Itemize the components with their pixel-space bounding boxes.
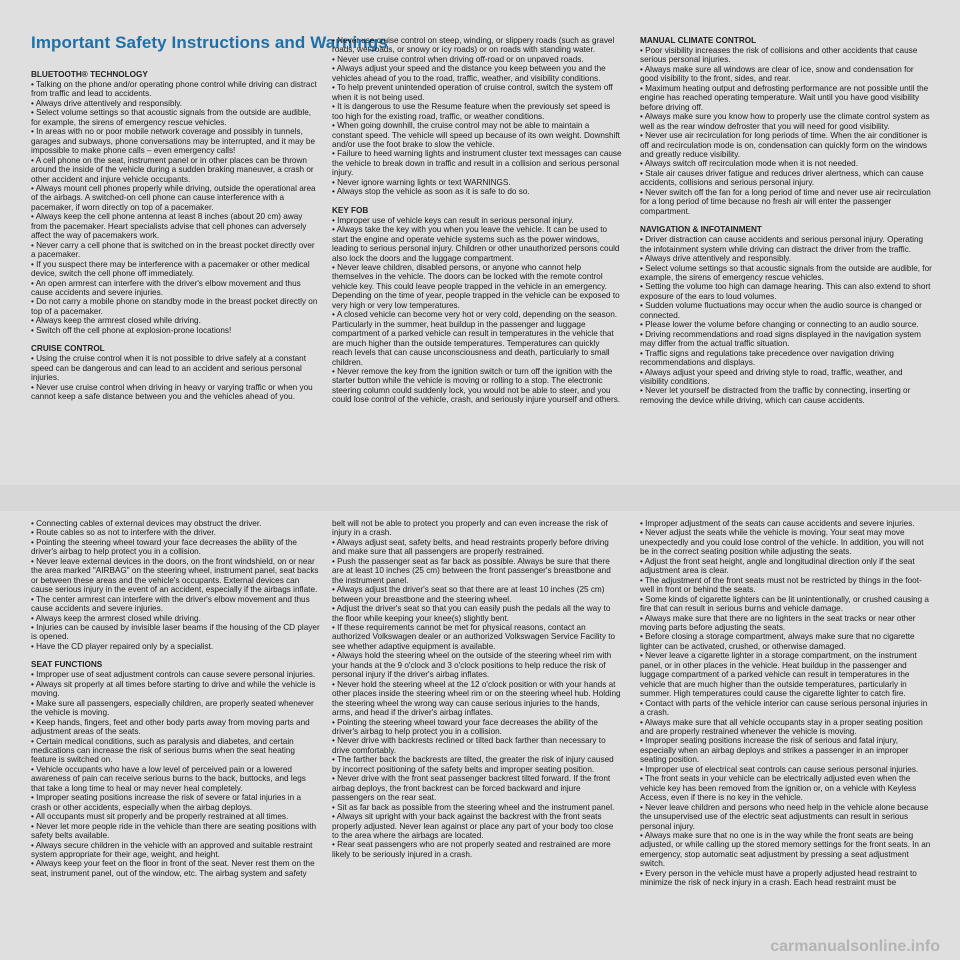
list-item: • Never carry a cell phone that is switched on in the breast pocket directly over a pacemaker. <box>31 240 315 260</box>
list-item: • Always make sure that there are no lighters in the seat tracks or near other moving parts before adjusting the seats. <box>640 613 916 632</box>
list-item: • Setting the volume too high can damage hearing. This can also extend to short exposure of the ears to loud volumes. <box>640 282 931 301</box>
list-item: • Some kinds of cigarette lighters can be lit unintentionally, or crushed causing a fire that can result in serious burns and vehicle damage. <box>640 594 929 614</box>
list-item: • Never let yourself be distracted from the traffic by connecting, inserting or removing the device while driving, which can cause accidents. <box>640 386 911 405</box>
list-item: • Driving recommendations and road signs displayed in the navigation system may differ from the actual traffic situation. <box>640 329 921 349</box>
list-item: • Sudden volume fluctuations may occur when the audio source is changed or connected. <box>640 301 922 320</box>
list-item: • Always drive attentively and responsibly. <box>640 254 792 264</box>
list-item: • The front seats in your vehicle can be electrically adjusted even when the vehicle key has been removed from the ignition or, on a vehicle with Keyless Access, even if there is no key in the vehicle. <box>640 774 917 803</box>
list-item: • Connecting cables of external devices may obstruct the driver. <box>31 519 262 528</box>
list-item: • Vehicle occupants who have a low level of perceived pain or a lowered awareness of pain can receive serious burns to the back, buttocks, and legs that take a long time to heal or may never heal completely. <box>31 764 306 793</box>
list-item: • The center armrest can interfere with the driver's elbow movement and thus cause accidents and severe injuries. <box>31 594 310 614</box>
list-item: • Never adjust the seats while the vehicle is moving. Your seat may move unexpectedly and you could lose control of the vehicle. In addition, you will not be in the correct seating position while adjusting the seats. <box>640 528 924 557</box>
list-item: belt will not be able to protect you properly and can even increase the risk of injury in a crash. <box>332 519 608 538</box>
list-item: • Always mount cell phones properly while driving, outside the operational area of the airbags. A switched-on cell phone can cause interference with a pacemaker, if worn directly on top of a pacemaker. <box>31 183 316 212</box>
list-item: • Never leave children and persons who need help in the vehicle alone because the unsupervised use of the electric seat adjustments can result in serious personal injury. <box>640 802 929 831</box>
list-item: • Improper use of vehicle keys can result in serious personal injury. <box>332 215 574 225</box>
column-3 <box>640 0 932 960</box>
top-section-col3 <box>640 36 932 405</box>
list-item: • Traffic signs and regulations take precedence over navigation driving recommendations and displays. <box>640 348 894 368</box>
list-item: • Always keep the armrest closed while driving. <box>31 316 201 326</box>
list-item: • Always take the key with you when you leave the vehicle. It can be used to start the engine and operate vehicle systems such as the power windows, leading to serious personal injury. Children or other unauthorized persons could also lock the doors and the luggage compartment. <box>332 225 620 263</box>
list-item: • Always keep the cell phone antenna at least 8 inches (about 20 cm) away from the pacemaker. Heart specialists advise that cell phones can adversely affect the way of pacemakers work. <box>31 212 307 241</box>
list-item: • Always hold the steering wheel on the outside of the steering wheel rim with your hands at the 9 o'clock and 3 o'clock positions to help reduce the risk of personal injury if the driver's airbag inflates. <box>332 651 612 680</box>
list-item: • Improper seating positions increase the risk of severe or fatal injuries in a crash or other accidents, especially when the airbag deploys. <box>31 793 301 812</box>
list-item: • Never hold the steering wheel at the 12 o'clock position or with your hands at other places inside the steering wheel rim or on the steering wheel hub. Holding the steering wheel the wrong way can cause serious injuries to the hands, arms, and head if the driver's airbag inflates. <box>332 679 621 718</box>
list-item: • Improper use of seat adjustment controls can cause severe personal injuries. <box>31 670 316 680</box>
list-item: • Never leave children, disabled persons, or anyone who cannot help themselves in the vehicle. The doors can be locked with the remote control vehicle key. This could leave people trapped in the vehicle in an emergency. Depending on the time of year, people trapped in the vehicle can be exposed to very high or very low temperatures. <box>332 262 620 310</box>
list-item: • Select volume settings so that acoustic signals from the outside are audible, for example, the sirens of emergency rescue vehicles. <box>31 108 312 127</box>
list-item: • Always secure children in the vehicle with an approved and suitable restraint system appropriate for their age, weight, and height. <box>31 840 313 859</box>
list-item: • Always switch off recirculation mode when it is not needed. <box>640 159 858 169</box>
list-item: • Certain medical conditions, such as paralysis and diabetes, and certain medications can increase the risk of serious burns when the seat heating feature is switched on. <box>31 736 295 765</box>
list-item: • Always drive attentively and responsibly. <box>31 98 183 108</box>
list-item: • Have the CD player repaired only by a specialist. <box>31 641 214 651</box>
list-item: • Never ignore warning lights or text WARNINGS. <box>332 177 511 187</box>
list-item: • Never let more people ride in the vehicle than there are seating positions with safety belts available. <box>31 821 317 841</box>
list-item: • Improper adjustment of the seats can cause accidents and severe injuries. <box>640 519 915 528</box>
list-item: • Always sit properly at all times before starting to drive and while the vehicle is moving. <box>31 679 316 699</box>
list-item: • Always adjust the driver's seat so that there are at least 10 inches (25 cm) between your breastbone and the steering wheel. <box>332 585 605 604</box>
list-item: • Every person in the vehicle must have a properly adjusted head restraint to minimize the risk of neck injury in a crash. Each head restraint must be <box>640 868 917 888</box>
list-item: • Maximum heating output and defrosting performance are not possible until the engine has reached operating temperature. Wait until you have good visibility before driving off. <box>640 83 929 112</box>
list-item: • Never drive with the front seat passenger backrest tilted forward. If the front airbag deploys, the front backrest can be forced backward and injure passengers on the rear seat. <box>332 774 611 803</box>
list-item: • Talking on the phone and/or operating phone control while driving can distract from traffic and lead to accidents. <box>31 80 317 99</box>
list-item: • Before closing a storage compartment, always make sure that no cigarette lighter can be activated, crushed, or otherwise damaged. <box>640 632 915 651</box>
list-item: • Injuries can be caused by invisible laser beams if the housing of the CD player is opened. <box>31 622 320 642</box>
section-heading: CRUISE CONTROL <box>31 344 105 354</box>
column-2 <box>332 0 622 960</box>
list-item: • A cell phone on the seat, instrument panel or in other places can be thrown around the inside of the vehicle during a sudden braking maneuver, a crash or other accident and injure vehicle occupants. <box>31 155 314 184</box>
list-item: • Improper seating positions increase the risk of serious and fatal injury, especially when an airbag deploys and strikes a passenger in an improper seating position. <box>640 736 909 765</box>
list-item: • To help prevent unintended operation of cruise control, switch the system off when it is not being used. <box>332 83 613 102</box>
list-item: • Push the passenger seat as far back as possible. Always be sure that there are at least 10 inches (25 cm) between the front passenger's breastbone and the instrument panel. <box>332 556 611 585</box>
list-item: • Always keep your feet on the floor in front of the seat. Never rest them on the seat, instrument panel, out of the window, etc. The airbag system and safety <box>31 859 315 878</box>
list-item: • Route cables so as not to interfere with the driver. <box>31 528 216 538</box>
list-item: • It is dangerous to use the Resume feature when the previously set speed is too high for the existing road, traffic, or weather conditions. <box>332 102 611 121</box>
top-section-col2 <box>332 36 622 405</box>
list-item: • Never drive with backrests reclined or tilted back farther than necessary to drive comfortably. <box>332 736 606 755</box>
list-item: • Failure to heed warning lights and instrument cluster text messages can cause the vehicle to break down in traffic and result in a collision and serious personal injury. <box>332 149 622 178</box>
section-heading: MANUAL CLIMATE CONTROL <box>640 36 757 45</box>
list-item: • Always make sure that no one is in the way while the front seats are being adjusted, or while calling up the stored memory settings for the front seats. In an emergency, stop automatic seat adjustment by pressing a seat adjustment switch. <box>640 830 931 869</box>
list-item: • Never leave a cigarette lighter in a storage compartment, on the instrument panel, or in other places in the vehicle. Heat buildup in the passenger and luggage compartment of a parked vehicle can result in temperatures in the vehicle that are much higher than the outside temperatures, particularly in summer. High temperatures could cause the cigarette lighter to catch fire. <box>640 651 917 699</box>
list-item: • Improper use of electrical seat controls can cause serious personal injuries. <box>640 764 919 774</box>
list-item: • Never use cruise control when driving in heavy or varying traffic or when you cannot keep a safe distance between you and the vehicles ahead of you. <box>31 382 313 402</box>
list-item: • Never use air recirculation for long periods of time. When the air conditioner is off and recirculation mode is on, condensation can quickly form on the windows and greatly reduce visibility. <box>640 131 928 159</box>
list-item: • A closed vehicle can become very hot or very cold, depending on the season. Particularly in the summer, heat buildup in the passenger and luggage compartment of a parked vehicle can result in temperatures in the vehicle that are much higher than the outside temperatures. Temperatures can quickly reach levels that can cause unconsciousness and death, particularly to small children. <box>332 310 618 367</box>
list-item: • Contact with parts of the vehicle interior can cause serious personal injuries in a crash. <box>640 698 928 718</box>
list-item: • Never leave external devices in the doors, on the front windshield, on or near the area marked "AIRBAG" on the steering wheel, instrument panel, seat backs or between these areas and the vehicle's occupants. External devices can cause serious injury in the event of an accident, especially if the airbags inflate. <box>31 556 319 595</box>
section-heading: NAVIGATION & INFOTAINMENT <box>640 225 762 235</box>
list-item: • Always make sure that all vehicle occupants stay in a proper seating position and are properly restrained whenever the vehicle is moving. <box>640 717 923 736</box>
list-item: • Stale air causes driver fatigue and reduces driver alertness, which can cause accidents, collisions and serious personal injury. <box>640 168 924 188</box>
list-item: • Always keep the armrest closed while driving. <box>31 613 201 623</box>
list-item: • Poor visibility increases the risk of collisions and other accidents that cause serious personal injuries. <box>640 46 918 65</box>
list-item: • Always sit upright with your back against the backrest with the front seats properly adjusted. Never lean against or place any part of your body too close to the area where the airbags are located. <box>332 812 614 840</box>
column-1 <box>31 0 321 960</box>
list-item: • Pointing the steering wheel toward your face decreases the ability of the driver's airbag to help protect you in a collision. <box>31 537 297 557</box>
top-section-col1 <box>31 70 321 402</box>
list-item: • Always stop the vehicle as soon as it is safe to do so. <box>332 187 530 197</box>
list-item: • Make sure all passengers, especially children, are properly seated whenever the vehicle is moving. <box>31 698 314 718</box>
list-item: • All occupants must sit properly and be properly restrained at all times. <box>31 812 289 822</box>
list-item: • Rear seat passengers who are not properly seated and restrained are more likely to be seriously injured in a crash. <box>332 840 611 859</box>
list-item: • Driver distraction can cause accidents and serious personal injury. Operating the infotainment system while driving can distract the driver from the traffic. <box>640 235 924 254</box>
list-item: • Switch off the cell phone at explosion-prone locations! <box>31 325 232 335</box>
list-item: • Never remove the key from the ignition switch or turn off the ignition with the starter button while the vehicle is moving or rolling to a stop. The electronic steering column could suddenly lock, you would not be able to steer, and you could lose control of the vehicle, crash, and seriously injure yourself and others. <box>332 366 621 405</box>
watermark: carmanualsonline.info <box>770 938 940 955</box>
list-item: • Never switch off the fan for a long period of time and never use air recirculation for a long period of time because no fresh air will enter the passenger compartment. <box>640 187 931 216</box>
list-item: • If you suspect there may be interference with a pacemaker or other medical device, switch the cell phone off immediately. <box>31 259 310 279</box>
list-item: • Pointing the steering wheel toward your face decreases the ability of the driver's airbag to help protect you in a collision. <box>332 717 598 736</box>
list-item: • Never use cruise control when driving off-road or on unpaved roads. <box>332 54 584 64</box>
list-item: • Please lower the volume before changing or connecting to an audio source. <box>640 320 919 330</box>
list-item: • Using the cruise control when it is not possible to drive safely at a constant speed can be dangerous and can lead to an accident and serious personal injuries. <box>31 354 307 383</box>
section-heading: SEAT FUNCTIONS <box>31 660 103 670</box>
list-item: • The farther back the backrests are tilted, the greater the risk of injury caused by incorrect positioning of the safety belts and improper seating position. <box>332 755 614 774</box>
list-item: • When going downhill, the cruise control may not be able to maintain a constant speed. The vehicle will speed up because of its own weight. Downshift and/or use the foot brake to slow the vehicle. <box>332 121 620 149</box>
list-item: • Always adjust seat, safety belts, and head restraints properly before driving and make sure that all passengers are properly restrained. <box>332 537 609 557</box>
list-item: • Select volume settings so that acoustic signals from the outside are audible, for example, the sirens of emergency rescue vehicles. <box>640 263 932 282</box>
list-item: • Always make sure all windows are clear of ice, snow and condensation for good visibility to the front, sides, and rear. <box>640 64 914 84</box>
list-item: • Keep hands, fingers, feet and other body parts away from moving parts and adjustment areas of the seats. <box>31 717 310 737</box>
section-heading: BLUETOOTH® TECHNOLOGY <box>31 70 148 79</box>
list-item: • Always make sure you know how to properly use the climate control system as well as the rear window defroster that you will need for good visibility. <box>640 112 930 131</box>
list-item: • Always adjust your speed and driving style to road, traffic, weather, and visibility conditions. <box>640 367 903 386</box>
bottom-section-col1 <box>31 519 321 878</box>
list-item: • Do not carry a mobile phone on standby mode in the breast pocket directly on top of a pacemaker. <box>31 297 318 316</box>
list-item: • Adjust the driver's seat so that you can easily push the pedals all the way to the floor while keeping your knee(s) slightly bent. <box>332 604 611 623</box>
list-item: • The adjustment of the front seats must not be restricted by things in the foot-well in front or behind the seats. <box>640 575 922 595</box>
bottom-section-col3 <box>640 519 932 888</box>
list-item: • Adjust the front seat height, angle and longitudinal direction only if the seat adjustment area is clear. <box>640 556 915 576</box>
page-title: Important Safety Instructions and Warnings <box>31 33 388 52</box>
list-item: • Always adjust your speed and the distance you keep between you and the vehicles ahead of you to the road, traffic, weather, and visibility conditions. <box>332 64 606 83</box>
list-item: • In areas with no or poor mobile network coverage and possibly in tunnels, garages and subways, phone conversations may be interrupted, and it may be impossible to make phone calls – even emergency calls! <box>31 127 316 156</box>
list-item: • An open armrest can interfere with the driver's elbow movement and thus cause accidents and severe injuries. <box>31 278 301 297</box>
list-item: • Sit as far back as possible from the steering wheel and the instrument panel. <box>332 802 615 812</box>
section-heading: KEY FOB <box>332 205 369 215</box>
bottom-section-col2 <box>332 519 622 859</box>
list-item: • If these requirements cannot be met for physical reasons, contact an authorized Volkswagen dealer or an authorized Volkswagen Service Facility to see whether adaptive equipment is available. <box>332 622 616 651</box>
list-item: • Never use cruise control on steep, winding, or slippery roads (such as gravel roads, wet roads, or snowy or icy roads) or on roads with standing water. <box>332 36 615 55</box>
